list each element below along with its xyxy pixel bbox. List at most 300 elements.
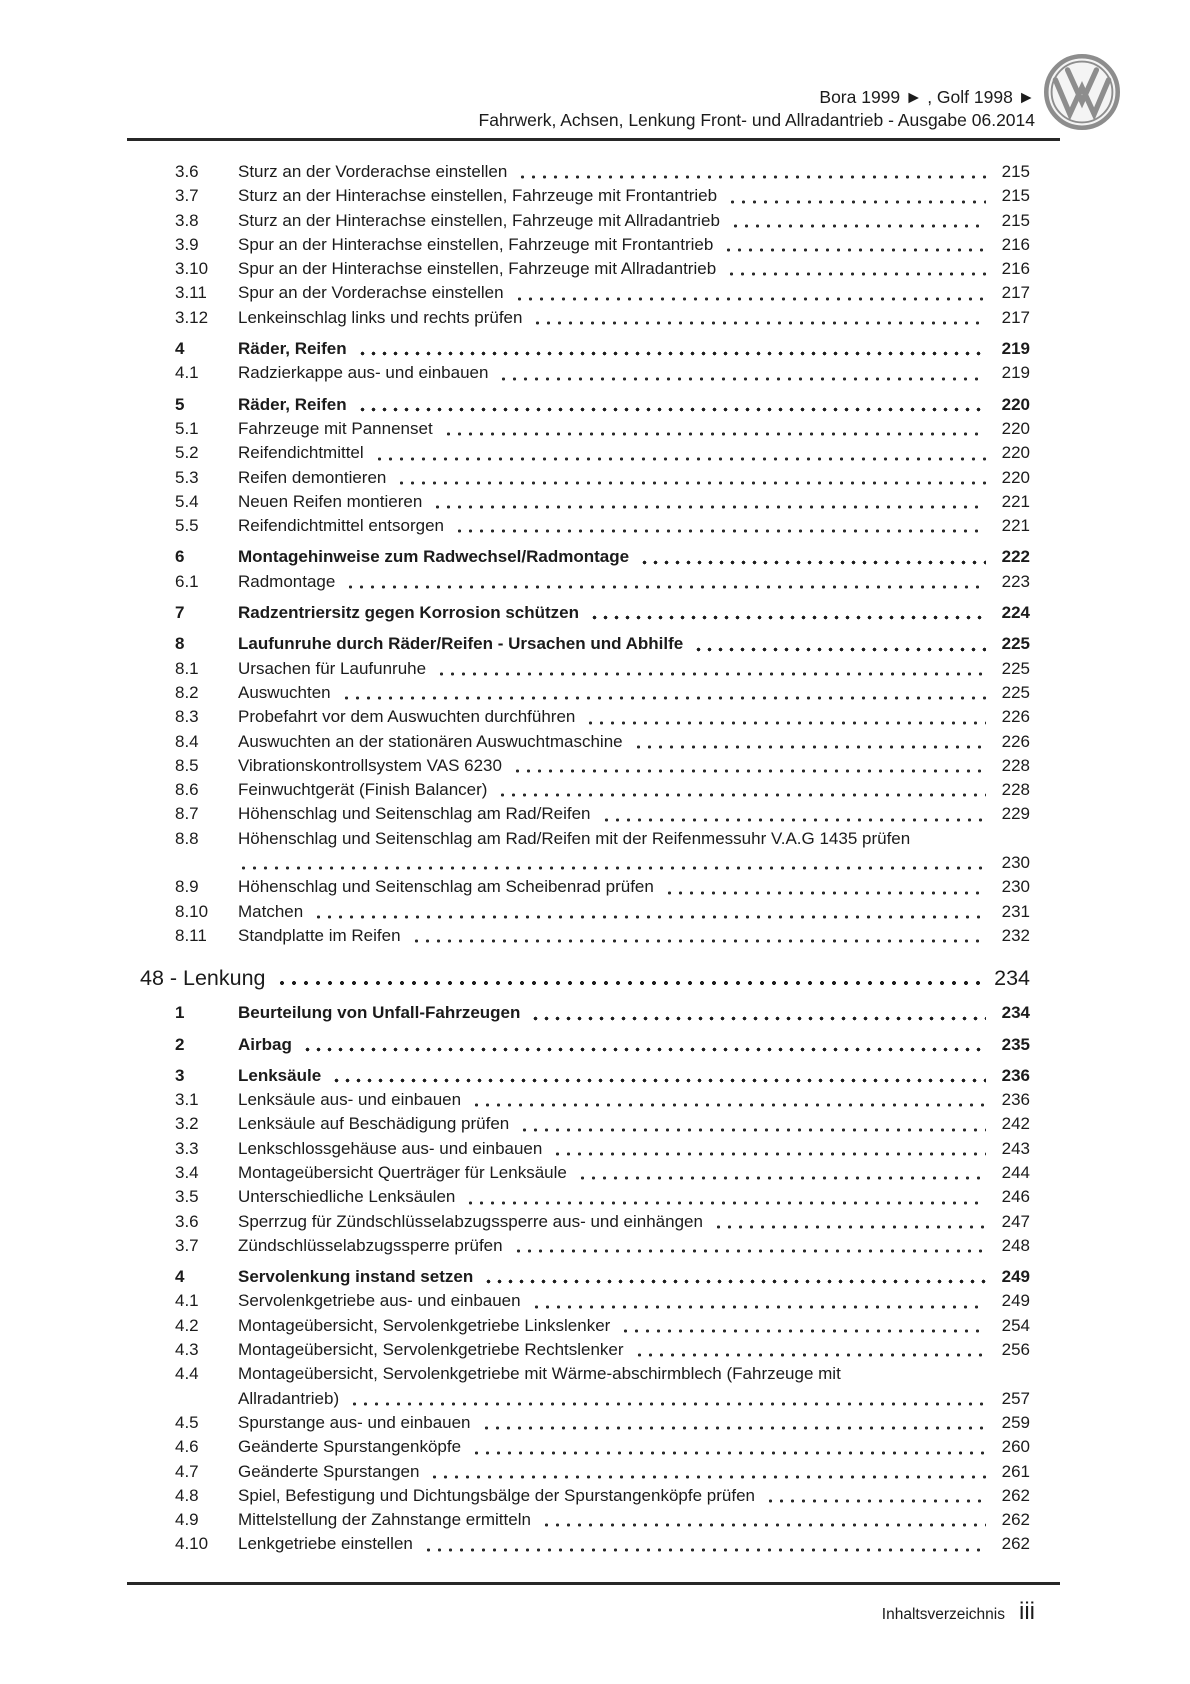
toc-entry-title: Beurteilung von Unfall-Fahrzeugen bbox=[238, 1003, 521, 1023]
toc-entry-page: 216 bbox=[1001, 259, 1030, 279]
footer-label: Inhaltsverzeichnis bbox=[881, 1606, 1005, 1623]
dot-leader bbox=[765, 1484, 986, 1508]
toc-entry-page: 232 bbox=[1001, 925, 1030, 945]
toc-entry-body bbox=[238, 681, 1030, 705]
dot-leader bbox=[531, 1289, 986, 1313]
toc-entry-page: 228 bbox=[1001, 755, 1030, 775]
dot-leader bbox=[552, 1137, 986, 1161]
dot-leader bbox=[498, 361, 986, 385]
toc-entry bbox=[127, 281, 1060, 305]
toc-entry bbox=[127, 1161, 1060, 1185]
footer-divider bbox=[127, 1582, 1060, 1585]
toc-entry-body bbox=[238, 514, 1030, 538]
toc-entry-page: 226 bbox=[1001, 731, 1030, 751]
toc-entry-title: Radzierkappe aus- und einbauen bbox=[238, 363, 489, 383]
toc-entry-page: 225 bbox=[1001, 634, 1030, 654]
toc-entry-title: Unterschiedliche Lenksäulen bbox=[238, 1187, 456, 1207]
dot-leader bbox=[726, 257, 986, 281]
toc-entry-page: 249 bbox=[1001, 1267, 1030, 1287]
dot-leader bbox=[601, 802, 986, 826]
dot-leader bbox=[357, 393, 986, 417]
toc-entry-number: 4.10 bbox=[175, 1534, 209, 1554]
toc-entry bbox=[127, 1234, 1060, 1258]
dot-leader bbox=[620, 1314, 986, 1338]
toc-entry-title: Laufunruhe durch Räder/Reifen - Ursachen und Abhilfe bbox=[238, 634, 684, 654]
dot-leader bbox=[349, 1387, 986, 1411]
toc-entry-title: Vibrationskontrollsystem VAS 6230 bbox=[238, 755, 502, 775]
toc-entry bbox=[127, 1265, 1060, 1289]
dot-leader bbox=[396, 466, 986, 490]
toc-entry-page: 215 bbox=[1001, 162, 1030, 181]
toc-entry-number: 3.11 bbox=[175, 283, 207, 303]
toc-entry-title: Sturz an der Hinterachse einstellen, Fahrzeuge mit Allradantrieb bbox=[238, 210, 720, 230]
toc-entry bbox=[127, 778, 1060, 802]
toc-entry-body bbox=[238, 257, 1030, 281]
toc-entry bbox=[127, 1508, 1060, 1532]
toc-entry bbox=[127, 1289, 1060, 1313]
toc-entry bbox=[127, 875, 1060, 899]
toc-entry-body bbox=[238, 1137, 1030, 1161]
dot-leader bbox=[454, 514, 986, 538]
toc-entry-page: 220 bbox=[1001, 467, 1030, 487]
dot-leader bbox=[238, 851, 986, 875]
toc-entry-number: 3.6 bbox=[175, 1211, 199, 1231]
dot-leader bbox=[313, 900, 986, 924]
toc-entry-body bbox=[238, 209, 1030, 233]
toc-entry bbox=[127, 1338, 1060, 1362]
toc-entry bbox=[127, 1484, 1060, 1508]
toc-entry-page: 223 bbox=[1001, 571, 1030, 591]
toc-entry bbox=[127, 1112, 1060, 1136]
dot-leader bbox=[302, 1033, 986, 1057]
page-footer bbox=[882, 1598, 1035, 1626]
dot-leader bbox=[512, 754, 986, 778]
toc-entry-title: Reifendichtmittel bbox=[238, 443, 364, 463]
toc-entry-title: Höhenschlag und Seitenschlag am Rad/Reifen bbox=[238, 804, 591, 824]
toc-entry bbox=[127, 1185, 1060, 1209]
dot-leader bbox=[513, 1234, 986, 1258]
toc-entry-body bbox=[238, 900, 1030, 924]
toc-entry-page: 257 bbox=[1001, 1388, 1030, 1408]
toc-entry bbox=[127, 466, 1060, 490]
toc-entry-body bbox=[238, 730, 1030, 754]
dot-leader bbox=[517, 160, 986, 184]
toc-entry-body bbox=[238, 545, 1030, 569]
dot-leader bbox=[443, 417, 986, 441]
toc-entry bbox=[127, 657, 1060, 681]
toc-entry-body bbox=[238, 1289, 1030, 1313]
toc-entry bbox=[127, 1411, 1060, 1435]
toc-entry-number: 3.2 bbox=[175, 1114, 199, 1134]
toc-entry-title: Montageübersicht, Servolenkgetriebe Linkslenker bbox=[238, 1315, 611, 1335]
toc-entry-page: 262 bbox=[1001, 1485, 1030, 1505]
dot-leader bbox=[432, 490, 986, 514]
dot-leader bbox=[276, 965, 986, 992]
dot-leader bbox=[374, 441, 986, 465]
toc-entry-title: Lenksäule aus- und einbauen bbox=[238, 1090, 462, 1110]
toc-entry-title: Räder, Reifen bbox=[238, 339, 347, 359]
toc-entry bbox=[127, 900, 1060, 924]
dot-leader bbox=[633, 730, 986, 754]
header-models-line: Bora 1999 ► , Golf 1998 ► bbox=[819, 87, 1035, 107]
toc-entry-title: Montageübersicht, Servolenkgetriebe Rechtslenker bbox=[238, 1340, 624, 1360]
toc-entry bbox=[127, 802, 1060, 826]
toc-entry-number: 8.5 bbox=[175, 755, 199, 775]
dot-leader bbox=[727, 184, 986, 208]
toc-entry-title: Sturz an der Hinterachse einstellen, Fahrzeuge mit Frontantrieb bbox=[238, 186, 718, 206]
toc-entry-page: 262 bbox=[1001, 1510, 1030, 1530]
toc-entry bbox=[127, 1532, 1060, 1556]
toc-entry-title: Spiel, Befestigung und Dichtungsbälge der Spurstangenköpfe prüfen bbox=[238, 1485, 755, 1505]
toc-entry-body bbox=[238, 1484, 1030, 1508]
toc-entry-number: 3.6 bbox=[175, 162, 199, 181]
toc-entry bbox=[127, 490, 1060, 514]
toc-entry-body bbox=[238, 1532, 1030, 1556]
toc-entry-title: Standplatte im Reifen bbox=[238, 925, 401, 945]
toc-entry bbox=[127, 632, 1060, 656]
toc-entry-page: 230 bbox=[1001, 877, 1030, 897]
dot-leader bbox=[345, 570, 986, 594]
toc-entry-number: 8.1 bbox=[175, 658, 199, 678]
toc-entry-body bbox=[238, 632, 1030, 656]
footer-page-number: iii bbox=[1019, 1598, 1035, 1625]
toc-entry-title: Airbag bbox=[238, 1034, 292, 1054]
toc-entry-body bbox=[238, 875, 1030, 899]
dot-leader bbox=[730, 209, 986, 233]
dot-leader bbox=[532, 306, 986, 330]
dot-leader bbox=[634, 1338, 986, 1362]
dot-leader bbox=[471, 1088, 986, 1112]
toc-entry bbox=[127, 827, 1060, 851]
dot-leader bbox=[664, 875, 986, 899]
toc-entry-body bbox=[238, 281, 1030, 305]
dot-leader bbox=[481, 1411, 986, 1435]
toc-entry-title: Neuen Reifen montieren bbox=[238, 491, 423, 511]
toc-entry-body bbox=[238, 361, 1030, 385]
toc-entry bbox=[127, 1001, 1060, 1025]
toc-entry-title: Auswuchten an der stationären Auswuchtmaschine bbox=[238, 731, 623, 751]
toc-entry-number: 8 bbox=[175, 634, 185, 654]
toc-entry bbox=[127, 705, 1060, 729]
page-header bbox=[479, 86, 1035, 132]
toc-entry-page: 249 bbox=[1001, 1291, 1030, 1311]
dot-leader bbox=[471, 1435, 986, 1459]
toc-entry-title: Geänderte Spurstangen bbox=[238, 1461, 420, 1481]
toc-entry-title: Montagehinweise zum Radwechsel/Radmontage bbox=[238, 547, 630, 567]
toc-entry-body bbox=[238, 1265, 1030, 1289]
dot-leader bbox=[530, 1001, 986, 1025]
toc-entry-title: Radmontage bbox=[238, 571, 336, 591]
toc-entry-number: 4 bbox=[175, 1267, 185, 1287]
dot-leader bbox=[465, 1185, 986, 1209]
toc-entry-page: 244 bbox=[1001, 1162, 1030, 1182]
toc-entry-number: 8.10 bbox=[175, 901, 209, 921]
toc-entry bbox=[127, 361, 1060, 385]
toc-entry bbox=[127, 1033, 1060, 1057]
toc-entry-body bbox=[238, 490, 1030, 514]
toc-entry-number: 4.7 bbox=[175, 1461, 199, 1481]
toc-entry-title: Fahrzeuge mit Pannenset bbox=[238, 418, 433, 438]
toc-entry-number: 8.9 bbox=[175, 877, 199, 897]
dot-leader bbox=[723, 233, 986, 257]
toc-entry-body bbox=[238, 924, 1030, 948]
toc-entry-number: 3.9 bbox=[175, 234, 199, 254]
toc-entry-body bbox=[238, 1362, 1030, 1386]
toc-entry-number: 8.11 bbox=[175, 925, 207, 945]
toc-entry-page: 219 bbox=[1001, 339, 1030, 359]
toc-entry-body bbox=[238, 160, 1030, 184]
dot-leader bbox=[497, 778, 986, 802]
toc-entry-title: Mittelstellung der Zahnstange ermitteln bbox=[238, 1510, 531, 1530]
toc-entry-page: 226 bbox=[1001, 707, 1030, 727]
toc-entry-page: 220 bbox=[1001, 443, 1030, 463]
toc-entry-body bbox=[238, 306, 1030, 330]
toc-entry-title-continued: Allradantrieb) bbox=[238, 1388, 340, 1408]
toc-entry-page: 221 bbox=[1001, 491, 1030, 511]
dot-leader bbox=[589, 601, 986, 625]
toc-entry-number: 8.3 bbox=[175, 707, 199, 727]
toc-entry-number: 3.10 bbox=[175, 259, 209, 279]
toc-entry-number: 2 bbox=[175, 1034, 185, 1054]
dot-leader bbox=[585, 705, 986, 729]
toc-entry-body bbox=[238, 441, 1030, 465]
toc-entry-page: 254 bbox=[1001, 1315, 1030, 1335]
toc-entry-number: 5.5 bbox=[175, 516, 199, 536]
toc-entry-title: Spur an der Hinterachse einstellen, Fahrzeuge mit Allradantrieb bbox=[238, 259, 717, 279]
toc-entry-body bbox=[238, 570, 1030, 594]
toc-entry-number: 8.7 bbox=[175, 804, 199, 824]
toc-entry-number: 4.2 bbox=[175, 1315, 199, 1335]
toc-entry-body bbox=[238, 1001, 1030, 1025]
toc-entry-page: 248 bbox=[1001, 1235, 1030, 1255]
toc-entry-title: Radzentriersitz gegen Korrosion schützen bbox=[238, 603, 579, 623]
toc-entry bbox=[127, 1088, 1060, 1112]
toc-entry bbox=[127, 924, 1060, 948]
toc-entry-body bbox=[238, 1210, 1030, 1234]
dot-leader bbox=[519, 1112, 986, 1136]
toc-entry-page: 262 bbox=[1001, 1534, 1030, 1554]
toc-entry-number: 4.4 bbox=[175, 1364, 199, 1384]
toc-entry-page: 217 bbox=[1001, 283, 1030, 303]
toc-entry-title: Ursachen für Laufunruhe bbox=[238, 658, 427, 678]
toc-entry-body bbox=[238, 1033, 1030, 1057]
toc-entry-title: Räder, Reifen bbox=[238, 394, 347, 414]
toc-entry-page: 229 bbox=[1001, 804, 1030, 824]
toc-entry-number: 4.3 bbox=[175, 1340, 199, 1360]
toc-entry-page: 234 bbox=[1001, 1003, 1030, 1023]
toc-entry-number: 4 bbox=[175, 339, 185, 359]
toc-entry-body bbox=[238, 1508, 1030, 1532]
dot-leader bbox=[514, 281, 986, 305]
toc-entry-body bbox=[238, 1234, 1030, 1258]
toc-entry-page: 225 bbox=[1001, 682, 1030, 702]
toc-entry-body bbox=[238, 802, 1030, 826]
toc-entry bbox=[127, 393, 1060, 417]
dot-leader bbox=[423, 1532, 986, 1556]
toc-entry-number: 4.1 bbox=[175, 363, 199, 383]
toc-entry-title: Spurstange aus- und einbauen bbox=[238, 1412, 471, 1432]
toc-entry-title: Probefahrt vor dem Auswuchten durchführen bbox=[238, 707, 576, 727]
toc-entry bbox=[127, 1362, 1060, 1386]
toc-entry-number: 3.7 bbox=[175, 186, 199, 206]
header-subtitle-line: Fahrwerk, Achsen, Lenkung Front- und Allradantrieb - Ausgabe 06.2014 bbox=[478, 110, 1035, 130]
toc-entry-title: Lenkschlossgehäuse aus- und einbauen bbox=[238, 1138, 543, 1158]
toc-entry-body bbox=[238, 705, 1030, 729]
dot-leader bbox=[639, 545, 986, 569]
toc-entry-page: 236 bbox=[1001, 1090, 1030, 1110]
toc-entry-title: Montageübersicht, Servolenkgetriebe mit Wärme-abschirmblech (Fahrzeuge mit bbox=[238, 1364, 841, 1384]
toc-entry-body bbox=[238, 417, 1030, 441]
toc-entry-body bbox=[238, 337, 1030, 361]
toc-entry bbox=[127, 1314, 1060, 1338]
toc-entry-continuation bbox=[127, 1387, 1060, 1411]
toc-entry-title: Spur an der Hinterachse einstellen, Fahrzeuge mit Frontantrieb bbox=[238, 234, 714, 254]
toc-entry-page: 230 bbox=[1001, 853, 1030, 873]
toc-entry-body bbox=[238, 754, 1030, 778]
toc-entry bbox=[127, 337, 1060, 361]
toc-entry-page: 215 bbox=[1001, 210, 1030, 230]
toc-entry-page: 235 bbox=[1001, 1034, 1030, 1054]
toc-entry-page: 260 bbox=[1001, 1437, 1030, 1457]
toc-entry-number: 8.6 bbox=[175, 780, 199, 800]
toc-entry-page: 220 bbox=[1001, 394, 1030, 414]
toc-entry-body bbox=[238, 184, 1030, 208]
toc-entry-page: 236 bbox=[1001, 1065, 1030, 1085]
toc-entry-body bbox=[238, 1460, 1030, 1484]
toc-entry-page: 242 bbox=[1001, 1114, 1030, 1134]
dot-leader bbox=[693, 632, 986, 656]
toc-entry-page: 247 bbox=[1001, 1211, 1030, 1231]
toc-entry-page: 225 bbox=[1001, 658, 1030, 678]
toc-entry-number: 5.2 bbox=[175, 443, 199, 463]
header-divider bbox=[127, 138, 1060, 141]
toc-entry-title: Montageübersicht Querträger für Lenksäule bbox=[238, 1162, 567, 1182]
toc-entry-title: Höhenschlag und Seitenschlag am Rad/Reifen mit der Reifenmessuhr V.A.G 1435 prüfen bbox=[238, 828, 911, 848]
toc-entry-number: 4.9 bbox=[175, 1510, 199, 1530]
toc-entry bbox=[127, 184, 1060, 208]
toc-entry-title: Lenkgetriebe einstellen bbox=[238, 1534, 413, 1554]
toc-entry-body bbox=[238, 1411, 1030, 1435]
toc-entry-page: 215 bbox=[1001, 186, 1030, 206]
toc-entry bbox=[127, 570, 1060, 594]
toc-entry-title: Sperrzug für Zündschlüsselabzugssperre aus- und einhängen bbox=[238, 1211, 703, 1231]
toc-chapter-heading bbox=[127, 965, 1060, 992]
toc-entry-number: 5.3 bbox=[175, 467, 199, 487]
toc-entry-page: 224 bbox=[1001, 603, 1030, 623]
toc-entry-title: Sturz an der Vorderachse einstellen bbox=[238, 162, 508, 181]
toc-entry-number: 4.5 bbox=[175, 1412, 199, 1432]
toc-chapter-page: 234 bbox=[994, 966, 1030, 991]
table-of-contents bbox=[127, 160, 1060, 1557]
toc-entry bbox=[127, 1137, 1060, 1161]
toc-entry bbox=[127, 681, 1060, 705]
toc-entry-number: 3.7 bbox=[175, 1235, 199, 1255]
toc-entry bbox=[127, 754, 1060, 778]
toc-entry-body bbox=[238, 851, 1030, 875]
toc-entry-body bbox=[238, 1112, 1030, 1136]
toc-entry-number: 3.8 bbox=[175, 210, 199, 230]
toc-entry-page: 219 bbox=[1001, 363, 1030, 383]
toc-entry-body bbox=[238, 1314, 1030, 1338]
toc-entry-page: 259 bbox=[1001, 1412, 1030, 1432]
toc-entry bbox=[127, 601, 1060, 625]
toc-entry bbox=[127, 1064, 1060, 1088]
toc-entry-body bbox=[238, 778, 1030, 802]
toc-entry-title: Servolenkgetriebe aus- und einbauen bbox=[238, 1291, 521, 1311]
toc-entry-body bbox=[238, 1161, 1030, 1185]
toc-entry-page: 261 bbox=[1001, 1461, 1030, 1481]
toc-entry-body bbox=[238, 1088, 1030, 1112]
toc-entry-title: Matchen bbox=[238, 901, 304, 921]
toc-entry bbox=[127, 1210, 1060, 1234]
dot-leader bbox=[483, 1265, 986, 1289]
toc-entry-body bbox=[238, 827, 1030, 851]
toc-entry-page: 220 bbox=[1001, 418, 1030, 438]
toc-entry-title: Reifen demontieren bbox=[238, 467, 387, 487]
toc-entry-number: 3 bbox=[175, 1065, 185, 1085]
toc-entry-page: 228 bbox=[1001, 780, 1030, 800]
toc-entry-number: 4.8 bbox=[175, 1485, 199, 1505]
toc-entry-page: 217 bbox=[1001, 307, 1030, 327]
dot-leader bbox=[577, 1161, 986, 1185]
toc-entry-body bbox=[238, 393, 1030, 417]
toc-entry bbox=[127, 1435, 1060, 1459]
toc-entry-title: Reifendichtmittel entsorgen bbox=[238, 516, 445, 536]
toc-entry-title: Zündschlüsselabzugssperre prüfen bbox=[238, 1235, 503, 1255]
toc-entry-body bbox=[238, 1435, 1030, 1459]
toc-entry-number: 1 bbox=[175, 1003, 185, 1023]
toc-entry-page: 216 bbox=[1001, 234, 1030, 254]
toc-entry bbox=[127, 257, 1060, 281]
toc-entry-body bbox=[238, 657, 1030, 681]
toc-entry-number: 6.1 bbox=[175, 571, 199, 591]
dot-leader bbox=[713, 1210, 986, 1234]
toc-entry-number: 3.1 bbox=[175, 1090, 199, 1110]
toc-entry bbox=[127, 514, 1060, 538]
toc-entry-title: Feinwuchtgerät (Finish Balancer) bbox=[238, 780, 488, 800]
toc-entry-number: 7 bbox=[175, 603, 185, 623]
toc-entry-body bbox=[238, 466, 1030, 490]
toc-entry-number: 4.6 bbox=[175, 1437, 199, 1457]
toc-entry-number: 6 bbox=[175, 547, 185, 567]
toc-entry bbox=[127, 160, 1060, 184]
toc-entry-number: 4.1 bbox=[175, 1291, 199, 1311]
dot-leader bbox=[357, 337, 986, 361]
toc-entry-page: 256 bbox=[1001, 1340, 1030, 1360]
toc-entry bbox=[127, 417, 1060, 441]
toc-entry-page: 246 bbox=[1001, 1187, 1030, 1207]
dot-leader bbox=[541, 1508, 986, 1532]
dot-leader bbox=[331, 1064, 986, 1088]
toc-entry bbox=[127, 1460, 1060, 1484]
toc-entry-title: Geänderte Spurstangenköpfe bbox=[238, 1437, 462, 1457]
toc-entry bbox=[127, 730, 1060, 754]
volkswagen-logo-icon bbox=[1044, 54, 1120, 130]
dot-leader bbox=[436, 657, 986, 681]
toc-entry-body bbox=[238, 1185, 1030, 1209]
toc-entry-body bbox=[238, 1338, 1030, 1362]
toc-entry-title: Höhenschlag und Seitenschlag am Scheibenrad prüfen bbox=[238, 877, 654, 897]
toc-entry-number: 8.2 bbox=[175, 682, 199, 702]
toc-entry-number: 3.3 bbox=[175, 1138, 199, 1158]
toc-entry-number: 3.12 bbox=[175, 307, 209, 327]
toc-entry-page: 243 bbox=[1001, 1138, 1030, 1158]
toc-entry-body bbox=[238, 1387, 1030, 1411]
toc-entry-number: 5.1 bbox=[175, 418, 199, 438]
toc-entry-number: 3.5 bbox=[175, 1187, 199, 1207]
dot-leader bbox=[411, 924, 986, 948]
toc-entry-number: 8.4 bbox=[175, 731, 199, 751]
